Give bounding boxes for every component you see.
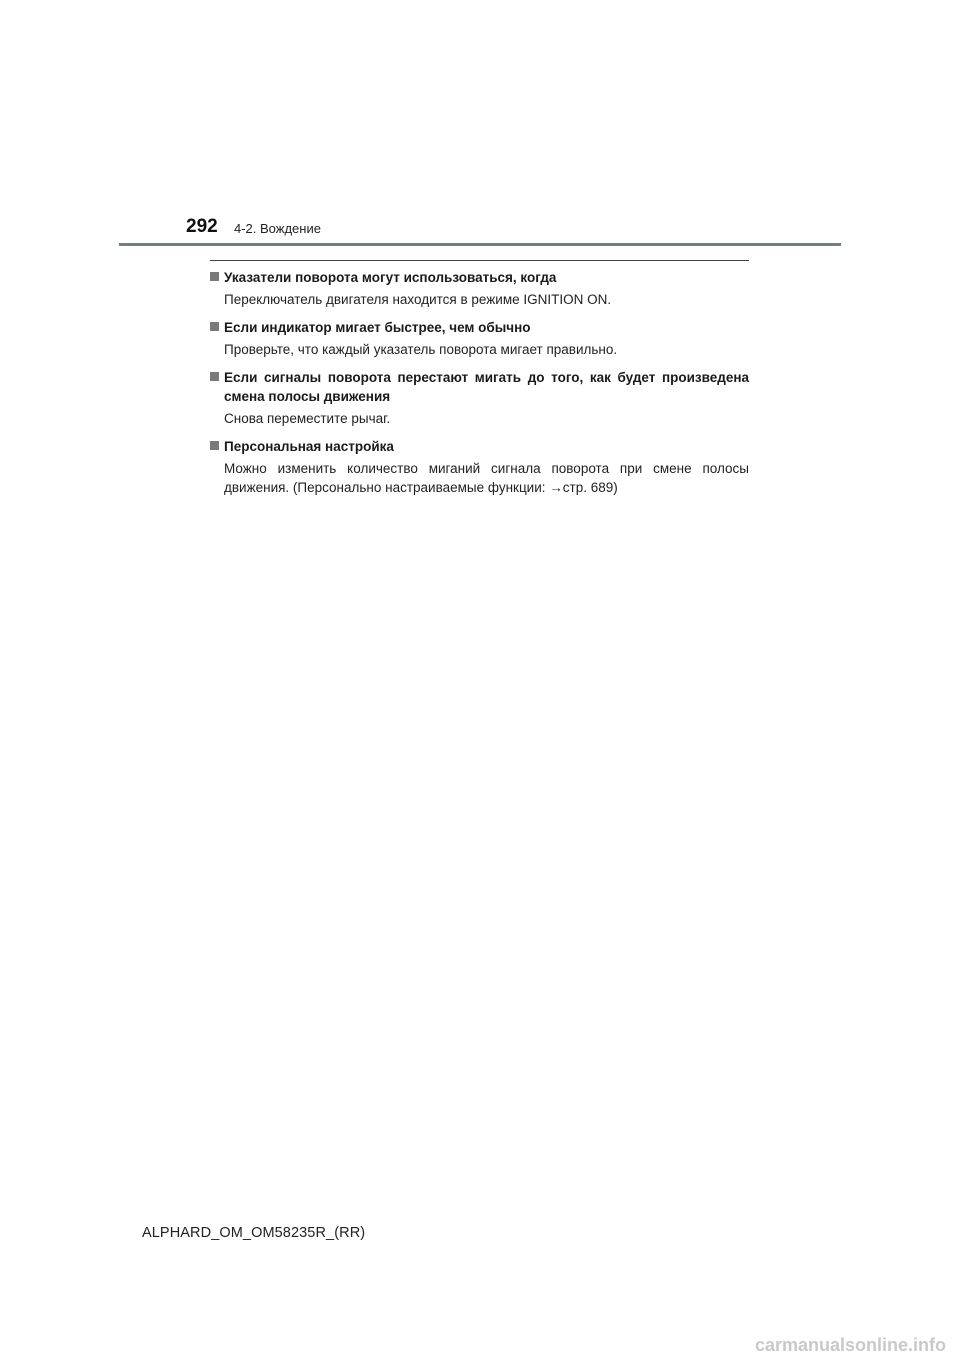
square-bullet-icon (210, 272, 219, 281)
item-heading (210, 268, 749, 287)
square-bullet-icon (210, 322, 219, 331)
list-item (210, 268, 749, 309)
item-body: Снова переместите рычаг. (224, 411, 391, 426)
item-heading (210, 437, 749, 456)
content-divider (210, 260, 749, 261)
watermark: carmanualsonline.info (754, 1335, 946, 1355)
item-body: Переключатель двигателя находится в режиме IGNITION ON. (224, 292, 612, 307)
document-code: ALPHARD_OM_OM58235R_(RR) (142, 1225, 366, 1241)
list-item (210, 368, 749, 428)
list-item (210, 318, 749, 359)
square-bullet-icon (210, 441, 219, 450)
item-heading-text: Если сигналы поворота перестают мигать до того, как будет произведена смена полосы движения (224, 370, 749, 404)
item-heading-text: Указатели поворота могут использоваться, когда (224, 270, 557, 285)
square-bullet-icon (210, 372, 219, 381)
item-heading (210, 368, 749, 406)
section-title: 4-2. Вождение (234, 221, 321, 236)
item-body: Проверьте, что каждый указатель поворота мигает правильно. (224, 342, 618, 357)
item-heading-text: Если индикатор мигает быстрее, чем обычно (224, 320, 531, 335)
item-body: Можно изменить количество миганий сигнала поворота при смене полосы движения. (Персонально настраиваемые функции: →стр. 689) (224, 461, 749, 495)
item-heading (210, 318, 749, 337)
item-heading-text: Персональная настройка (224, 439, 394, 454)
list-item (210, 437, 749, 497)
content-body (210, 268, 749, 506)
page-number: 292 (186, 216, 218, 237)
header-divider (119, 243, 841, 246)
